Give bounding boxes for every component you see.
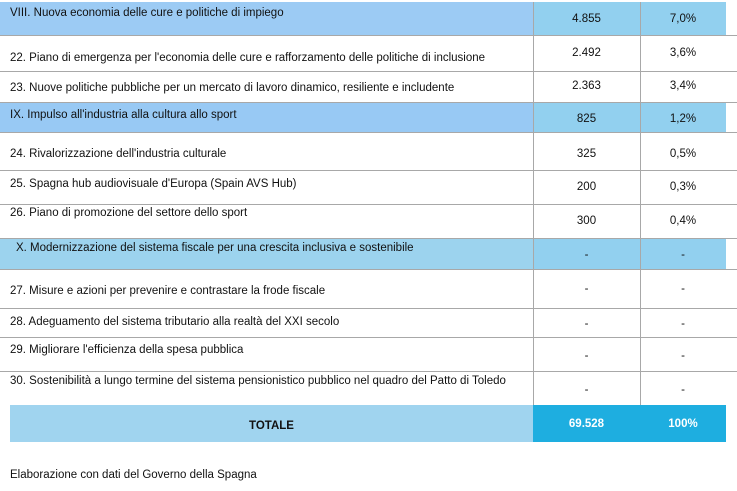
row-percent: 0,5%: [669, 148, 697, 160]
row-label: X. Modernizzazione del sistema fiscale per una crescita inclusiva e sostenibile: [16, 242, 414, 254]
table-row: [0, 337, 737, 371]
row-percent: -: [681, 318, 685, 330]
row-divider: [0, 371, 737, 372]
row-amount: -: [584, 384, 589, 396]
row-divider: [0, 132, 737, 133]
row-percent: 0,4%: [669, 215, 697, 227]
table-row: [0, 170, 737, 204]
row-amount: 200: [576, 181, 597, 193]
row-label: IX. Impulso all'industria alla cultura allo sport: [10, 109, 237, 121]
row-divider: [0, 238, 737, 239]
source-note: Elaborazione con dati del Governo della Spagna: [10, 469, 257, 481]
table-row: [0, 35, 737, 71]
row-label: 27. Misure e azioni per prevenire e contrastare la frode fiscale: [10, 285, 326, 297]
section-row: [0, 238, 737, 269]
row-amount: 2.492: [572, 47, 601, 59]
row-amount: 2.363: [572, 80, 601, 92]
row-label: 22. Piano di emergenza per l'economia delle cure e rafforzamento delle politiche di inclusione: [10, 52, 486, 64]
row-label: 23. Nuove politiche pubbliche per un mercato di lavoro dinamico, resiliente e includente: [10, 82, 455, 94]
row-amount: -: [584, 318, 589, 330]
row-divider: [0, 308, 737, 309]
column-divider: [640, 2, 641, 405]
row-divider: [0, 337, 737, 338]
section-row: [0, 2, 737, 35]
row-divider: [0, 204, 737, 205]
table-row: [0, 71, 737, 102]
row-label: 26. Piano di promozione del settore dello sport: [10, 207, 248, 219]
row-label: 28. Adeguamento del sistema tributario alla realtà del XXI secolo: [10, 316, 340, 328]
row-amount: 300: [576, 215, 597, 227]
row-percent: 1,2%: [669, 113, 697, 125]
row-divider: [0, 269, 737, 270]
row-percent: 7,0%: [669, 13, 697, 25]
row-divider: [0, 102, 737, 103]
row-percent: -: [681, 384, 685, 396]
table-row: [0, 269, 737, 308]
row-percent: 3,6%: [669, 47, 697, 59]
row-percent: 0,3%: [669, 181, 697, 193]
total-amount: 69.528: [568, 418, 605, 430]
row-label: 30. Sostenibilità a lungo termine del sistema pensionistico pubblico nel quadro del Patto di Toledo: [10, 375, 506, 387]
table-row: [0, 308, 737, 337]
total-label: TOTALE: [249, 420, 294, 432]
row-amount: -: [584, 283, 589, 295]
table-row: [0, 204, 737, 238]
row-amount: 325: [576, 148, 597, 160]
table-row: [0, 132, 737, 170]
row-amount: 825: [576, 113, 597, 125]
column-divider: [533, 2, 534, 405]
row-divider: [0, 35, 737, 36]
row-percent: -: [681, 283, 685, 295]
row-divider: [0, 170, 737, 171]
row-percent: -: [681, 249, 685, 261]
section-row: [0, 102, 737, 132]
total-row: [0, 405, 737, 442]
row-divider: [0, 71, 737, 72]
row-label: 25. Spagna hub audiovisuale d'Europa (Spain AVS Hub): [10, 178, 297, 190]
row-label: 29. Migliorare l'efficienza della spesa pubblica: [10, 344, 244, 356]
row-label: VIII. Nuova economia delle cure e politiche di impiego: [10, 7, 284, 19]
row-label: 24. Rivalorizzazione dell'industria culturale: [10, 148, 227, 160]
row-percent: -: [681, 350, 685, 362]
table-row: [0, 371, 737, 405]
row-amount: -: [584, 350, 589, 362]
row-amount: 4.855: [572, 13, 601, 25]
total-percent: 100%: [668, 418, 698, 430]
row-percent: 3,4%: [669, 80, 697, 92]
row-amount: -: [584, 249, 589, 261]
